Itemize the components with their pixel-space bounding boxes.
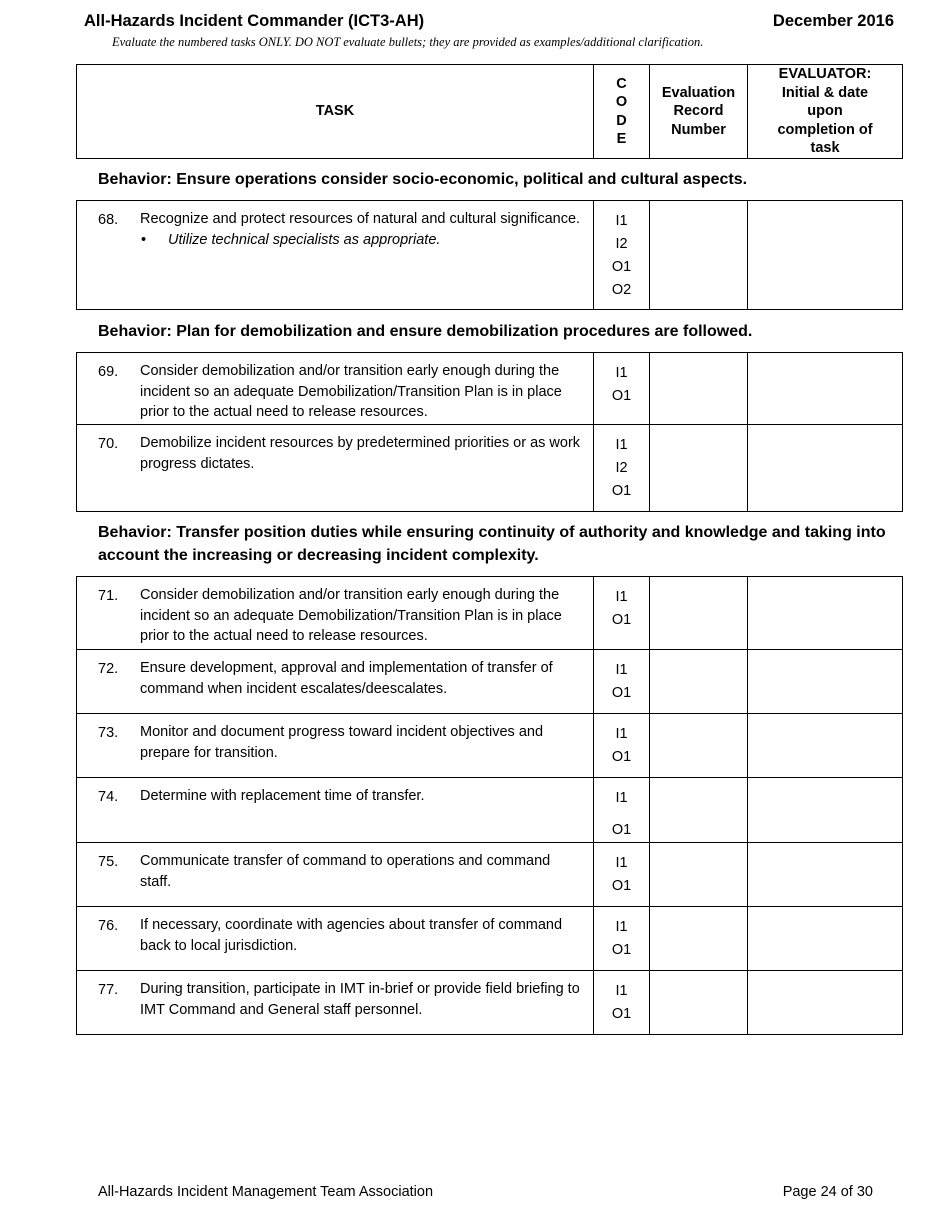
task-cell [77,714,594,778]
code-value: I1 [615,726,628,742]
task-text: Demobilize incident resources by predetermined priorities or as work progress dictates. [140,435,581,472]
code-value: O1 [611,822,632,838]
task-table [76,200,903,310]
code-value: I1 [615,589,628,605]
task-number: 70. [98,436,119,452]
code-letter: O [615,94,628,110]
code-cell [594,201,650,310]
evaluation-record-number-cell[interactable] [650,425,748,512]
code-value: I2 [615,236,628,252]
code-value: O1 [611,259,632,275]
task-cell [77,907,594,971]
task-cell [77,353,594,425]
code-value: O1 [611,388,632,404]
code-value: O1 [611,483,632,499]
evaluation-record-number-cell[interactable] [650,201,748,310]
task-cell [77,577,594,650]
task-row [77,714,903,778]
evaluation-record-number-cell[interactable] [650,907,748,971]
code-value: I1 [615,790,628,806]
code-value: I2 [615,460,628,476]
task-text: Ensure development, approval and implementation of transfer of command when incident escalates/deescalates. [140,660,553,697]
evaluator-initial-date-cell[interactable] [748,971,903,1035]
task-number: 69. [98,364,119,380]
task-row [77,907,903,971]
evaluator-initial-date-cell[interactable] [748,843,903,907]
behavior-heading: Behavior: Plan for demobilization and ensure demobilization procedures are followed. [98,323,753,340]
code-cell [594,425,650,512]
evaluation-record-number-cell[interactable] [650,971,748,1035]
evaluator-initial-date-cell[interactable] [748,907,903,971]
code-value: O1 [611,878,632,894]
task-table [76,352,903,512]
task-row [77,971,903,1035]
code-cell [594,843,650,907]
header-line: Number [671,121,726,138]
evaluation-record-number-cell[interactable] [650,650,748,714]
task-cell [77,843,594,907]
task-number: 71. [98,588,119,604]
code-cell [594,650,650,714]
task-text: Consider demobilization and/or transition early enough during the incident so an adequate Demobilization/Transition Plan is in place prior to the actual need to release resources. [140,363,562,420]
code-value: O1 [611,685,632,701]
task-number: 72. [98,661,119,677]
task-number: 68. [98,212,119,228]
task-cell [77,971,594,1035]
code-letter: E [616,131,627,147]
code-value: O1 [611,1006,632,1022]
evaluation-record-number-cell[interactable] [650,714,748,778]
code-value: I1 [615,437,628,453]
evaluation-instruction: Evaluate the numbered tasks ONLY. DO NOT evaluate bullets; they are provided as examples/additional clarification. [112,35,704,49]
evaluator-initial-date-cell[interactable] [748,425,903,512]
footer-page-number: Page 24 of 30 [782,1184,873,1200]
behavior-heading: Behavior: Ensure operations consider socio-economic, political and cultural aspects. [98,171,748,188]
code-value: O1 [611,612,632,628]
document-title: All-Hazards Incident Commander (ICT3-AH) [84,12,425,30]
column-header-evaluator [748,65,903,159]
task-text: Recognize and protect resources of natural and cultural significance. [140,211,581,227]
code-value: O1 [611,749,632,765]
code-value: O1 [611,942,632,958]
code-value: I1 [615,983,628,999]
code-cell [594,907,650,971]
task-cell [77,201,594,310]
task-table-header [76,64,903,159]
code-letter: C [616,75,627,92]
column-header-task: TASK [77,65,594,159]
task-cell [77,650,594,714]
task-text: Monitor and document progress toward incident objectives and prepare for transition. [140,724,544,761]
task-text: Determine with replacement time of transfer. [140,788,425,804]
task-row [77,201,903,310]
footer-organization: All-Hazards Incident Management Team Association [98,1184,434,1200]
header-line: Record [673,103,724,120]
task-cell [77,425,594,512]
task-row [77,650,903,714]
code-value: I1 [615,213,628,229]
task-row [77,778,903,843]
header-line: Evaluation [661,84,736,101]
evaluator-initial-date-cell[interactable] [748,353,903,425]
code-cell [594,714,650,778]
evaluation-record-number-cell[interactable] [650,778,748,843]
evaluator-initial-date-cell[interactable] [748,778,903,843]
task-cell [77,778,594,843]
code-value: O2 [611,282,632,298]
task-number: 76. [98,918,119,934]
code-value: I1 [615,919,628,935]
evaluator-initial-date-cell[interactable] [748,201,903,310]
header-line: task [810,140,840,157]
task-table [76,576,903,1035]
column-header-code [594,65,650,159]
code-cell [594,353,650,425]
task-text: During transition, participate in IMT in-brief or provide field briefing to IMT Command and General staff personnel. [140,981,580,1018]
evaluator-initial-date-cell[interactable] [748,650,903,714]
task-number: 74. [98,789,119,805]
bullet-text: Utilize technical specialists as appropriate. [168,231,441,248]
code-value: I1 [615,855,628,871]
task-row [77,577,903,650]
evaluation-record-number-cell[interactable] [650,353,748,425]
task-text: Communicate transfer of command to operations and command staff. [140,853,551,890]
evaluation-record-number-cell[interactable] [650,577,748,650]
header-line: completion of [777,121,873,138]
task-row [77,353,903,425]
task-row [77,425,903,512]
code-cell [594,778,650,843]
task-bullets [77,230,585,251]
column-header-record-number [650,65,748,159]
task-number: 77. [98,982,119,998]
header-line: EVALUATOR: [778,66,872,83]
task-bullet [141,230,585,251]
evaluator-initial-date-cell[interactable] [748,577,903,650]
code-value: I1 [615,662,628,678]
task-number: 73. [98,725,119,741]
code-cell [594,577,650,650]
document-date: December 2016 [772,12,894,30]
evaluation-record-number-cell[interactable] [650,843,748,907]
task-text: If necessary, coordinate with agencies about transfer of command back to local jurisdiction. [140,917,563,954]
code-value: I1 [615,365,628,381]
behavior-heading: Behavior: Transfer position duties while ensuring continuity of authority and knowledge and taking into account the increasing or decreasing incident complexity. [98,524,886,564]
code-letter: D [616,112,627,129]
header-line: Initial & date [781,84,869,101]
task-text: Consider demobilization and/or transition early enough during the incident so an adequate Demobilization/Transition Plan is in place prior to the actual need to release resources. [140,587,562,644]
evaluator-initial-date-cell[interactable] [748,714,903,778]
task-row [77,843,903,907]
code-cell [594,971,650,1035]
task-number: 75. [98,854,119,870]
bullet-icon: • [141,231,147,248]
header-line: upon [807,103,843,120]
